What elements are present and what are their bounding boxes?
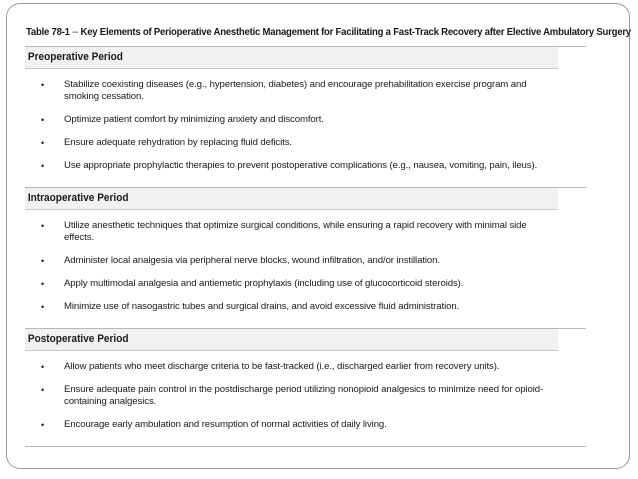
list-item (25, 419, 544, 431)
bullet-icon: • (41, 362, 45, 372)
bullet-icon: • (41, 302, 45, 312)
section-body (25, 210, 586, 328)
bullet-icon: • (41, 256, 45, 266)
table-section (25, 46, 586, 187)
list-item (25, 114, 544, 126)
bullet-icon: • (41, 138, 45, 148)
title-separator: -- (72, 27, 79, 38)
list-item (25, 255, 544, 267)
section-body (25, 351, 586, 446)
bullet-icon: • (41, 221, 45, 231)
section-body (25, 69, 586, 187)
bullet-icon: • (41, 115, 45, 125)
list-item (25, 160, 544, 172)
list-item (25, 137, 544, 149)
table-section (25, 328, 586, 447)
table-title-text: Key Elements of Perioperative Anesthetic Management for Facilitating a Fast-Track Recovery after Elective Ambulatory Surgery (80, 27, 631, 38)
bullet-icon: • (41, 420, 45, 430)
bullet-icon: • (41, 161, 45, 171)
list-item-text: Ensure adequate pain control in the postdischarge period utilizing nonopioid analgesics to minimize need for opioid-containing analgesics. (64, 384, 544, 407)
section-heading: Preoperative Period (25, 47, 558, 69)
list-item (25, 301, 544, 313)
list-item-text: Ensure adequate rehydration by replacing fluid deficits. (64, 137, 292, 148)
bullet-icon: • (41, 80, 45, 90)
list-item-text: Encourage early ambulation and resumption of normal activities of daily living. (64, 419, 387, 430)
list-item-text: Stabilize coexisting diseases (e.g., hypertension, diabetes) and encourage prehabilitation exercise program and smoking cessation. (64, 79, 527, 102)
table-title (26, 27, 631, 38)
bullet-icon: • (41, 279, 45, 289)
list-item (25, 361, 544, 373)
section-heading: Intraoperative Period (25, 188, 558, 210)
list-item-text: Utilize anesthetic techniques that optimize surgical conditions, while ensuring a rapid recovery with minimal side effects. (64, 220, 527, 243)
list-item-text: Apply multimodal analgesia and antiemetic prophylaxis (including use of glucocorticoid steroids). (64, 278, 464, 289)
list-item (25, 384, 544, 408)
key-elements-table (25, 46, 586, 447)
list-item (25, 220, 544, 244)
list-item-text: Optimize patient comfort by minimizing anxiety and discomfort. (64, 114, 324, 125)
list-item (25, 79, 544, 103)
list-item-text: Use appropriate prophylactic therapies to prevent postoperative complications (e.g., nausea, vomiting, pain, ileus). (64, 160, 538, 171)
list-item-text: Allow patients who meet discharge criteria to be fast-tracked (i.e., discharged earlier from recovery units). (64, 361, 500, 372)
list-item (25, 278, 544, 290)
bullet-icon: • (41, 385, 45, 395)
section-heading: Postoperative Period (25, 329, 558, 351)
list-item-text: Administer local analgesia via peripheral nerve blocks, wound infiltration, and/or instillation. (64, 255, 440, 266)
table-section (25, 187, 586, 328)
table-number: Table 78-1 (26, 27, 70, 38)
list-item-text: Minimize use of nasogastric tubes and surgical drains, and avoid excessive fluid administration. (64, 301, 460, 312)
